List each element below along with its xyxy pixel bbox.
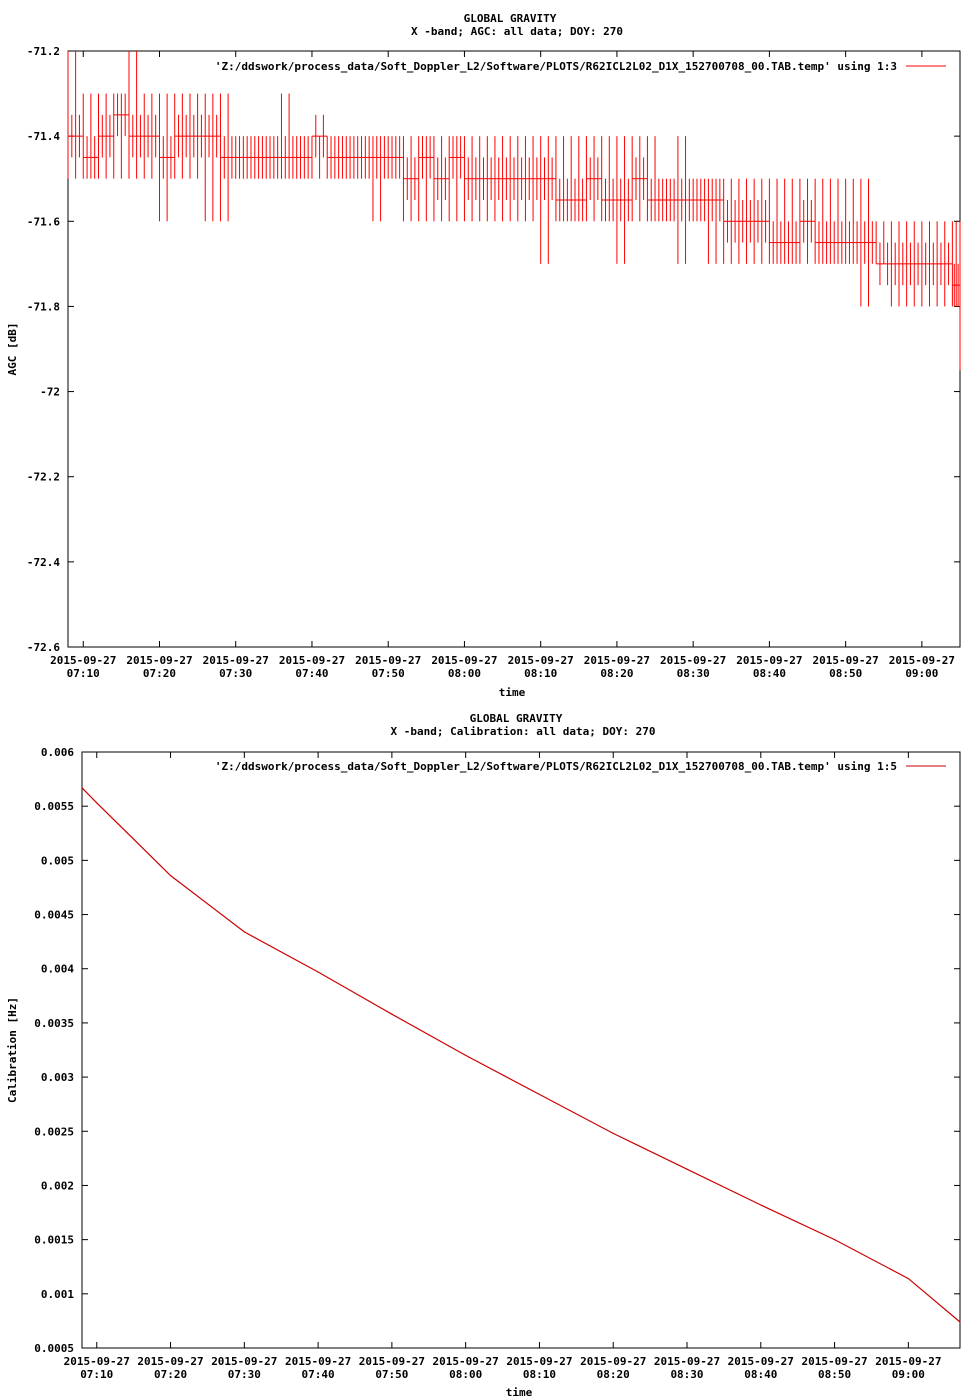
- x-tick-time-label: 07:10: [66, 667, 100, 680]
- y-tick-label: -71.2: [26, 45, 60, 58]
- cal-y-axis-label: Calibration [Hz]: [6, 997, 19, 1103]
- x-tick-date-label: 2015-09-27: [580, 1355, 647, 1368]
- y-tick-label: -72.2: [26, 470, 60, 484]
- cal-series: [81, 787, 960, 1322]
- x-tick-time-label: 07:30: [227, 1368, 261, 1381]
- x-tick-time-label: 08:50: [818, 1368, 852, 1381]
- x-tick-date-label: 2015-09-27: [50, 654, 117, 667]
- y-tick-label: -71.6: [26, 215, 60, 229]
- x-tick-date-label: 2015-09-27: [432, 1355, 499, 1368]
- cal-chart-title: GLOBAL GRAVITY: [469, 712, 563, 725]
- calibration-point: [81, 787, 82, 788]
- x-tick-time-label: 08:40: [752, 667, 786, 680]
- calibration-point: [613, 1133, 614, 1134]
- x-tick-date-label: 2015-09-27: [888, 654, 955, 667]
- x-tick-time-label: 08:30: [676, 667, 710, 680]
- calibration-point: [318, 971, 319, 972]
- calibration-point: [908, 1278, 909, 1279]
- x-tick-date-label: 2015-09-27: [875, 1355, 942, 1368]
- x-tick-time-label: 08:20: [600, 667, 634, 680]
- cal-y-axis: [34, 746, 960, 1355]
- x-tick-date-label: 2015-09-27: [727, 1355, 794, 1368]
- y-tick-label: 0.0045: [34, 908, 74, 922]
- calibration-point: [686, 1169, 687, 1170]
- cal-x-axis-label: time: [505, 1386, 533, 1399]
- x-tick-date-label: 2015-09-27: [63, 1355, 130, 1368]
- y-tick-label: -71.8: [26, 300, 60, 314]
- x-tick-time-label: 07:50: [375, 1368, 409, 1381]
- y-tick-label: 0.0055: [34, 800, 74, 814]
- x-tick-date-label: 2015-09-27: [358, 1355, 425, 1368]
- x-tick-time-label: 08:30: [670, 1368, 704, 1381]
- x-tick-date-label: 2015-09-27: [211, 1355, 278, 1368]
- calibration-point: [96, 802, 97, 803]
- x-tick-time-label: 08:00: [449, 1368, 483, 1381]
- x-tick-time-label: 07:10: [80, 1368, 114, 1381]
- calibration-line: [82, 788, 960, 1322]
- y-tick-label: 0.0025: [34, 1125, 74, 1139]
- agc-legend-label: 'Z:/ddswork/process_data/Soft_Doppler_L2/Software/PLOTS/R62ICL2L02_D1X_152700708_00.TAB.temp' using 1:3: [214, 60, 897, 73]
- agc-chart-subtitle: X -band; AGC: all data; DOY: 270: [411, 25, 623, 38]
- x-tick-date-label: 2015-09-27: [507, 654, 574, 667]
- calibration-point: [244, 931, 245, 932]
- agc-chart: [6, 12, 960, 699]
- y-tick-label: 0.0035: [34, 1016, 74, 1030]
- agc-chart-title: GLOBAL GRAVITY: [463, 12, 557, 25]
- calibration-point: [539, 1094, 540, 1095]
- x-tick-time-label: 07:20: [153, 1368, 188, 1381]
- x-tick-date-label: 2015-09-27: [812, 654, 879, 667]
- y-tick-label: 0.003: [40, 1071, 74, 1085]
- agc-y-axis-label: AGC [dB]: [6, 322, 19, 376]
- x-tick-date-label: 2015-09-27: [284, 1355, 352, 1368]
- y-tick-label: 0.0015: [34, 1233, 74, 1247]
- calibration-chart: [6, 712, 961, 1399]
- x-tick-date-label: 2015-09-27: [583, 654, 651, 667]
- x-tick-date-label: 2015-09-27: [506, 1355, 573, 1368]
- y-tick-label: 0.006: [40, 746, 74, 759]
- x-tick-time-label: 09:00: [905, 667, 939, 680]
- calibration-point: [170, 875, 171, 876]
- x-tick-date-label: 2015-09-27: [202, 654, 269, 667]
- x-tick-date-label: 2015-09-27: [660, 654, 727, 667]
- cal-legend: [215, 760, 946, 773]
- x-tick-date-label: 2015-09-27: [801, 1355, 868, 1368]
- y-tick-label: 0.004: [40, 962, 74, 976]
- calibration-point: [465, 1055, 466, 1056]
- x-tick-time-label: 07:40: [301, 1368, 335, 1381]
- y-tick-label: -72: [40, 385, 60, 399]
- x-tick-date-label: 2015-09-27: [278, 654, 346, 667]
- y-tick-label: -71.4: [26, 130, 60, 144]
- x-tick-date-label: 2015-09-27: [126, 654, 193, 667]
- x-tick-time-label: 08:10: [522, 1368, 557, 1381]
- x-tick-time-label: 08:20: [596, 1368, 630, 1381]
- calibration-point: [959, 1321, 960, 1322]
- x-tick-time-label: 08:50: [829, 667, 863, 680]
- agc-legend: [215, 60, 946, 73]
- cal-x-axis: [64, 752, 942, 1381]
- y-tick-label: 0.002: [40, 1179, 74, 1193]
- x-tick-time-label: 09:00: [891, 1368, 925, 1381]
- x-tick-date-label: 2015-09-27: [431, 654, 498, 667]
- x-tick-date-label: 2015-09-27: [653, 1355, 721, 1368]
- y-tick-label: 0.005: [40, 854, 74, 868]
- y-tick-label: -72.4: [26, 555, 60, 569]
- calibration-point: [834, 1239, 835, 1240]
- x-tick-date-label: 2015-09-27: [137, 1355, 204, 1368]
- agc-series: [68, 51, 960, 370]
- calibration-point: [760, 1204, 761, 1205]
- x-tick-date-label: 2015-09-27: [355, 654, 422, 667]
- x-tick-time-label: 07:30: [219, 667, 253, 680]
- cal-legend-label: 'Z:/ddswork/process_data/Soft_Doppler_L2/Software/PLOTS/R62ICL2L02_D1X_152700708_00.TAB.temp' using 1:5: [214, 760, 897, 773]
- cal-plot-frame: [82, 752, 960, 1348]
- x-tick-time-label: 07:40: [295, 667, 329, 680]
- y-tick-label: 0.001: [40, 1287, 74, 1301]
- cal-chart-subtitle: X -band; Calibration: all data; DOY: 270: [390, 725, 656, 738]
- calibration-point: [391, 1014, 392, 1015]
- x-tick-time-label: 07:50: [371, 667, 405, 680]
- agc-x-axis-label: time: [498, 686, 526, 699]
- y-tick-label: 0.0005: [34, 1342, 74, 1355]
- x-tick-time-label: 07:20: [142, 667, 177, 680]
- y-tick-label: -72.6: [26, 641, 60, 654]
- x-tick-date-label: 2015-09-27: [736, 654, 803, 667]
- x-tick-time-label: 08:10: [524, 667, 558, 680]
- x-tick-time-label: 08:00: [447, 667, 482, 680]
- x-tick-time-label: 08:40: [744, 1368, 778, 1381]
